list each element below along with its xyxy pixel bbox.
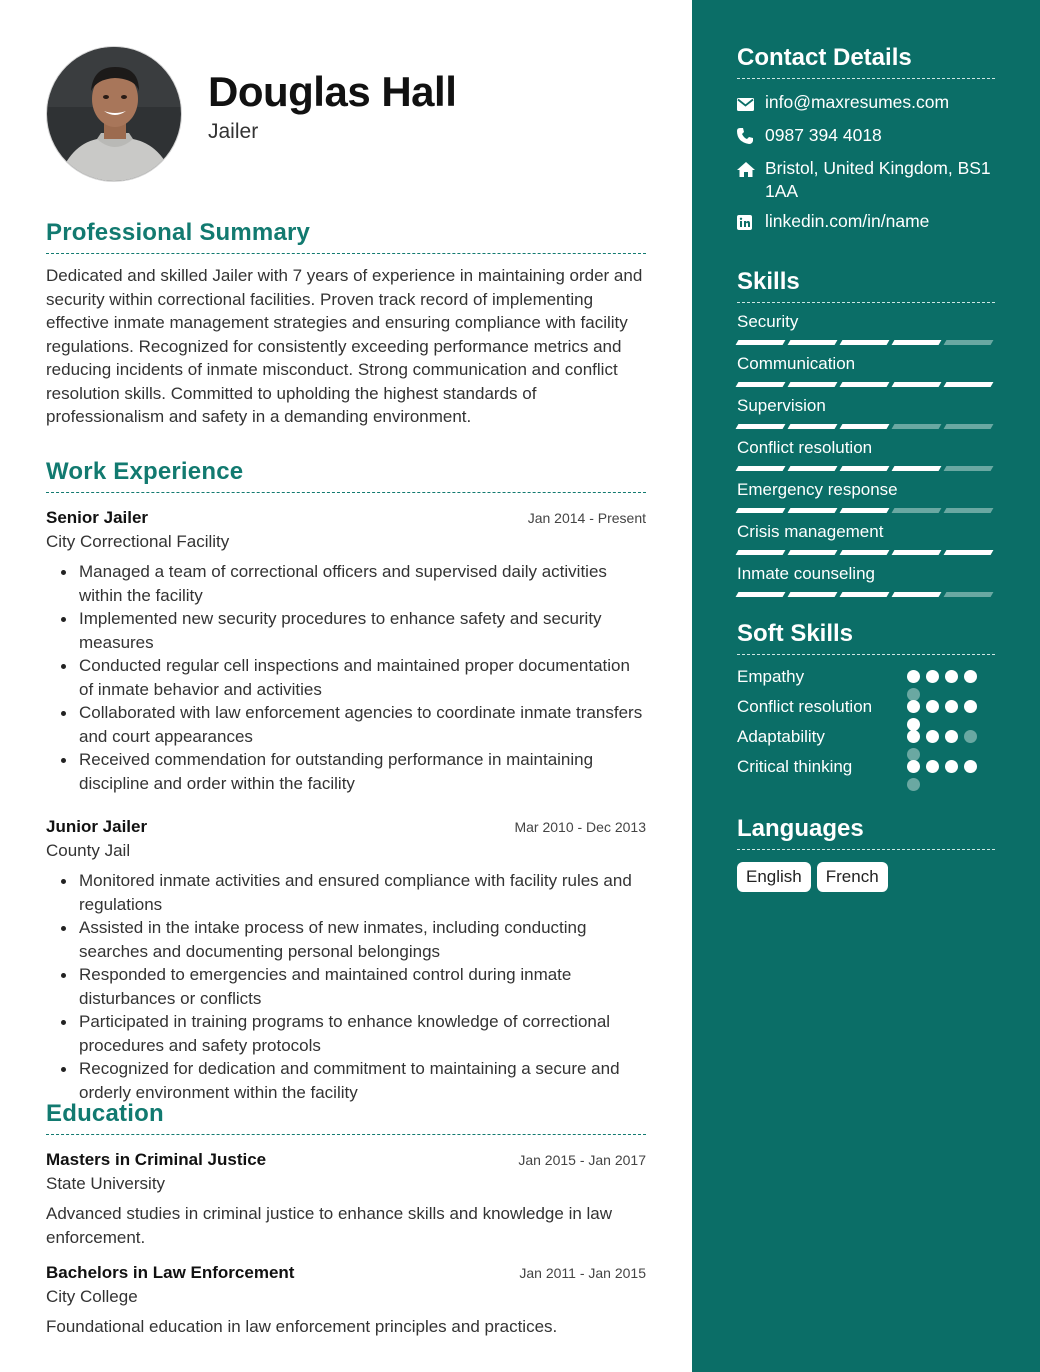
skill-name: Conflict resolution — [737, 438, 873, 457]
skill-level-segment — [788, 508, 838, 513]
summary-heading: Professional Summary — [46, 219, 646, 254]
skill-level-segment — [788, 424, 838, 429]
soft-skill-name: Empathy — [737, 667, 805, 686]
sidebar — [692, 0, 1040, 1372]
skill-level-bar — [737, 466, 995, 471]
education-entry — [46, 1263, 646, 1339]
experience-heading: Work Experience — [46, 458, 646, 493]
language-tag: French — [817, 862, 888, 892]
skills-list — [737, 312, 995, 597]
rating-dot — [964, 730, 977, 743]
education-date: Jan 2015 - Jan 2017 — [518, 1152, 646, 1168]
job-date: Jan 2014 - Present — [527, 510, 646, 526]
bullet-item: Responded to emergencies and maintained control during inmate disturbances or conflicts — [79, 963, 646, 1010]
linkedin-text: linkedin.com/in/name — [765, 211, 930, 231]
skill-level-bar — [737, 592, 995, 597]
skill-item — [737, 564, 995, 597]
soft-skill-rating — [907, 760, 983, 791]
bullet-item: Collaborated with law enforcement agencies to coordinate inmate transfers and court appearances — [79, 701, 646, 748]
skill-level-segment — [944, 592, 994, 597]
skill-level-segment — [788, 340, 838, 345]
skill-level-segment — [736, 466, 786, 471]
phone-icon — [737, 124, 765, 150]
education-section — [46, 1100, 646, 1339]
rating-dot — [907, 670, 920, 683]
rating-dot — [945, 670, 958, 683]
skill-item — [737, 522, 995, 555]
soft-skill-item — [737, 665, 995, 688]
bullet-item: Received commendation for outstanding performance in maintaining discipline and order within the facility — [79, 748, 646, 795]
envelope-icon — [737, 91, 765, 117]
contact-address — [737, 157, 995, 203]
skill-level-segment — [736, 508, 786, 513]
skill-level-segment — [944, 466, 994, 471]
skill-level-bar — [737, 424, 995, 429]
skill-name: Crisis management — [737, 522, 884, 541]
skills-section — [737, 268, 995, 597]
skill-name: Inmate counseling — [737, 564, 875, 583]
school-name: State University — [46, 1174, 166, 1193]
languages-heading: Languages — [737, 815, 995, 850]
skill-level-segment — [788, 592, 838, 597]
skill-level-segment — [736, 424, 786, 429]
skill-level-bar — [737, 382, 995, 387]
skill-level-segment — [944, 340, 994, 345]
contact-email[interactable] — [737, 91, 995, 117]
rating-dot — [945, 760, 958, 773]
skill-level-bar — [737, 340, 995, 345]
job-bullets — [46, 869, 646, 1104]
skill-level-segment — [944, 550, 994, 555]
bullet-item: Conducted regular cell inspections and maintained proper documentation of inmate behavior and activities — [79, 654, 646, 701]
bullet-item: Managed a team of correctional officers and supervised daily activities within the facility — [79, 560, 646, 607]
bullet-item: Monitored inmate activities and ensured compliance with facility rules and regulations — [79, 869, 646, 916]
experience-section — [46, 458, 646, 1104]
soft-skill-item — [737, 695, 995, 718]
skill-level-segment — [892, 340, 942, 345]
education-description: Advanced studies in criminal justice to enhance skills and knowledge in law enforcement. — [46, 1204, 613, 1247]
soft-skill-name: Critical thinking — [737, 757, 853, 776]
job-entry — [46, 817, 646, 1104]
bullet-item: Assisted in the intake process of new inmates, including conducting searches and documenting personal belongings — [79, 916, 646, 963]
contact-phone[interactable] — [737, 124, 995, 150]
skill-name: Communication — [737, 354, 856, 373]
skill-level-segment — [840, 508, 890, 513]
bullet-item: Implemented new security procedures to enhance safety and security measures — [79, 607, 646, 654]
degree-title: Bachelors in Law Enforcement — [46, 1263, 295, 1282]
rating-dot — [907, 730, 920, 743]
skill-level-bar — [737, 550, 995, 555]
job-organization: City Correctional Facility — [46, 532, 230, 551]
soft-skill-name: Conflict resolution — [737, 697, 873, 716]
skill-level-bar — [737, 508, 995, 513]
summary-section — [46, 219, 646, 429]
contact-section — [737, 44, 995, 236]
email-text: info@maxresumes.com — [765, 92, 950, 112]
skill-level-segment — [840, 550, 890, 555]
home-icon — [737, 157, 765, 183]
skill-level-segment — [788, 382, 838, 387]
rating-dot — [926, 670, 939, 683]
language-tag: English — [737, 862, 811, 892]
skill-level-segment — [892, 508, 942, 513]
school-name: City College — [46, 1287, 138, 1306]
address-text: Bristol, United Kingdom, BS1 1AA — [765, 158, 991, 201]
education-heading: Education — [46, 1100, 646, 1135]
education-date: Jan 2011 - Jan 2015 — [519, 1265, 646, 1281]
job-bullets — [46, 560, 646, 795]
rating-dot — [964, 670, 977, 683]
avatar — [46, 46, 182, 182]
education-entry — [46, 1150, 646, 1249]
soft-skills-section — [737, 620, 995, 778]
contact-linkedin[interactable] — [737, 210, 995, 236]
skill-level-segment — [892, 466, 942, 471]
linkedin-icon — [737, 210, 765, 236]
rating-dot — [907, 760, 920, 773]
skill-item — [737, 438, 995, 471]
skill-level-segment — [788, 550, 838, 555]
education-description: Foundational education in law enforcement principles and practices. — [46, 1317, 558, 1336]
rating-dot — [945, 700, 958, 713]
skill-level-segment — [944, 424, 994, 429]
job-organization: County Jail — [46, 841, 131, 860]
soft-skill-item — [737, 725, 995, 748]
skill-level-segment — [736, 340, 786, 345]
job-date: Mar 2010 - Dec 2013 — [514, 819, 646, 835]
rating-dot — [926, 700, 939, 713]
phone-text: 0987 394 4018 — [765, 125, 882, 145]
bullet-item: Recognized for dedication and commitment to maintaining a secure and orderly environment within the facility — [79, 1057, 646, 1104]
skill-name: Supervision — [737, 396, 826, 415]
languages-list — [737, 862, 995, 892]
rating-dot — [926, 730, 939, 743]
job-entry — [46, 508, 646, 795]
job-title: Senior Jailer — [46, 508, 149, 527]
candidate-title: Jailer — [208, 120, 259, 143]
skill-level-segment — [840, 466, 890, 471]
skill-name: Security — [737, 312, 799, 331]
bullet-item: Participated in training programs to enhance knowledge of correctional procedures and safety protocols — [79, 1010, 646, 1057]
contact-heading: Contact Details — [737, 44, 995, 79]
soft-skills-list — [737, 665, 995, 778]
skill-item — [737, 354, 995, 387]
rating-dot — [907, 700, 920, 713]
languages-section — [737, 815, 995, 892]
summary-text: Dedicated and skilled Jailer with 7 years of experience in maintaining order and security within correctional facilities. Proven track record of implementing effective inmate management strategies and ensuring compliance with facility regulations. Recognized for consistently exceeding performance metrics and reducing incidents of inmate misconduct. Strong communication and conflict resolution skills. Committed to upholding the highest standards of professionalism and safety in a demanding environment. — [46, 266, 643, 426]
skill-level-segment — [736, 382, 786, 387]
resume-header — [46, 46, 646, 182]
rating-dot — [907, 778, 920, 791]
rating-dot — [945, 730, 958, 743]
skill-level-segment — [944, 382, 994, 387]
soft-skills-heading: Soft Skills — [737, 620, 995, 655]
soft-skill-item — [737, 755, 995, 778]
skill-level-segment — [736, 550, 786, 555]
skill-level-segment — [788, 466, 838, 471]
rating-dot — [964, 700, 977, 713]
skill-item — [737, 480, 995, 513]
soft-skill-name: Adaptability — [737, 727, 825, 746]
skill-level-segment — [892, 592, 942, 597]
rating-dot — [964, 760, 977, 773]
rating-dot — [926, 760, 939, 773]
skill-name: Emergency response — [737, 480, 898, 499]
skill-level-segment — [840, 340, 890, 345]
skill-item — [737, 396, 995, 429]
job-title: Junior Jailer — [46, 817, 148, 836]
skill-level-segment — [892, 550, 942, 555]
skill-level-segment — [736, 592, 786, 597]
skill-level-segment — [892, 424, 942, 429]
skills-heading: Skills — [737, 268, 995, 303]
skill-level-segment — [944, 508, 994, 513]
degree-title: Masters in Criminal Justice — [46, 1150, 267, 1169]
candidate-name: Douglas Hall — [208, 68, 457, 115]
skill-level-segment — [840, 424, 890, 429]
skill-level-segment — [892, 382, 942, 387]
skill-item — [737, 312, 995, 345]
skill-level-segment — [840, 382, 890, 387]
skill-level-segment — [840, 592, 890, 597]
